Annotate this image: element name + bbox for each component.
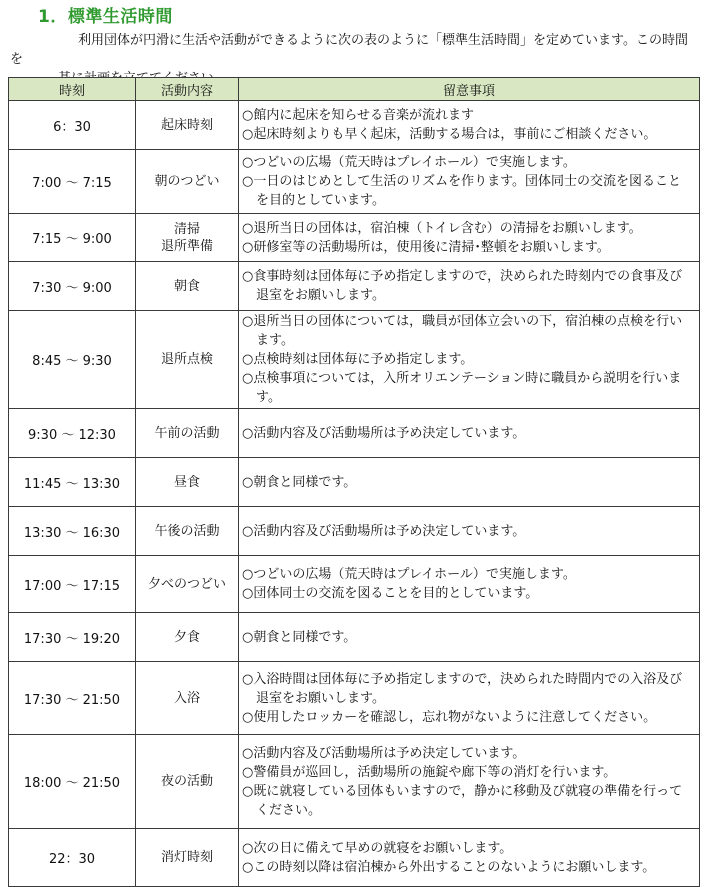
note-item: ○一日のはじめとして生活のリズムを作ります。団体同士の交流を図ることを目的としています。 [242,174,682,208]
row-notes [239,409,700,458]
table-row [9,829,700,887]
table-row [9,735,700,829]
note-item: ○活動内容及び活動場所は予め決定しています。 [242,425,526,441]
activity-line: 午後の活動 [154,523,220,539]
activity-line: 朝のつどい [154,174,220,189]
activity-line: 夕べのつどい [147,576,226,592]
activity-line: 清掃 [173,221,200,237]
row-notes [239,458,700,507]
row-notes [239,262,700,311]
note-item: ○朝食と同様です。 [242,629,357,645]
table-row [9,262,700,311]
row-activity [136,458,239,507]
note-item: ○点検時刻は団体毎に予め指定します。 [242,352,474,367]
note-item: ○使用したロッカーを確認し，忘れ物がないように注意してください。 [242,709,657,725]
note-item: ○つどいの広場（荒天時はプレイホール）で実施します。 [242,155,576,170]
note-item: ○既に就寝している団体もいますので，静かに移動及び就寝の準備を行ってください。 [242,783,683,818]
row-time: 7:15 ～ 9:00 [9,214,136,262]
note-item: ○退所当日の団体については，職員が団体立会いの下，宿泊棟の点検を行います。 [242,314,683,348]
row-time: 9:30 ～ 12:30 [9,409,136,458]
note-item: ○活動内容及び活動場所は予め決定しています。 [242,523,526,539]
row-notes [239,556,700,613]
table-row [9,662,700,735]
table-row [9,101,700,150]
note-item: ○朝食と同様です。 [242,474,357,490]
page-title: 1．標準生活時間 [38,7,173,27]
row-time: 7:00 ～ 7:15 [9,150,136,214]
row-notes [239,829,700,887]
note-item: ○団体同士の交流を図ることを目的としています。 [242,586,539,601]
row-time: 18:00 ～ 21:50 [9,735,136,829]
header-time: 時刻 [9,78,136,101]
row-activity [136,409,239,458]
table-row [9,409,700,458]
row-activity [136,735,239,829]
table-row [9,507,700,556]
row-time: 17:00 ～ 17:15 [9,556,136,613]
row-activity [136,262,239,311]
activity-line: 入浴 [173,690,200,706]
row-activity [136,662,239,735]
row-time: 7:30 ～ 9:00 [9,262,136,311]
row-activity [136,556,239,613]
note-item: ○つどいの広場（荒天時はプレイホール）で実施します。 [242,567,576,582]
note-item: ○食事時刻は団体毎に予め指定しますので，決められた時刻内での食事及び退室をお願いします。 [242,269,683,303]
row-time: 13:30 ～ 16:30 [9,507,136,556]
activity-line: 夕食 [173,629,200,645]
schedule-body [9,101,700,887]
row-activity [136,829,239,887]
activity-line: 退所準備 [160,238,213,254]
table-row [9,556,700,613]
note-item: ○入浴時間は団体毎に予め指定しますので，決められた時間内での入浴及び退室をお願いします。 [242,671,683,706]
table-row [9,458,700,507]
row-notes [239,735,700,829]
row-time: 8:45 ～ 9:30 [9,311,136,409]
header-activity: 活動内容 [136,78,239,101]
row-time: 22：30 [9,829,136,887]
note-item: ○活動内容及び活動場所は予め決定しています。 [242,745,526,761]
row-activity [136,613,239,662]
note-item: ○研修室等の活動場所は，使用後に清掃･整頓をお願いします。 [242,239,610,255]
activity-line: 夜の活動 [160,774,213,789]
intro-line-1: 利用団体が円滑に生活や活動ができるように次の表のように「標準生活時間」を定めています。この時間を [10,33,688,67]
row-activity [136,214,239,262]
row-notes [239,662,700,735]
activity-line: 昼食 [173,474,200,490]
row-time: 6：30 [9,101,136,150]
note-item: ○警備員が巡回し，活動場所の施錠や廊下等の消灯を行います。 [242,764,617,780]
row-notes [239,507,700,556]
note-item: ○起床時刻よりも早く起床，活動する場合は，事前にご相談ください。 [242,127,657,142]
activity-line: 起床時刻 [160,117,213,133]
activity-line: 午前の活動 [154,425,220,441]
activity-line: 消灯時刻 [160,850,213,865]
row-time: 17:30 ～ 21:50 [9,662,136,735]
note-item: ○この時刻以降は宿泊棟から外出することのないようにお願いします。 [242,859,656,875]
row-activity [136,311,239,409]
row-activity [136,101,239,150]
row-time: 17:30 ～ 19:20 [9,613,136,662]
row-time: 11:45 ～ 13:30 [9,458,136,507]
schedule-table [8,77,700,887]
header-notes: 留意事項 [239,78,700,101]
activity-line: 朝食 [173,278,200,294]
activity-line: 退所点検 [160,352,213,367]
table-row [9,311,700,409]
table-row [9,613,700,662]
note-item: ○館内に起床を知らせる音楽が流れます [242,108,474,123]
table-row [9,150,700,214]
row-notes [239,150,700,214]
table-header-row [9,78,700,101]
note-item: ○点検事項については，入所オリエンテーション時に職員から説明を行います。 [242,371,682,405]
row-activity [136,150,239,214]
row-notes [239,613,700,662]
note-item: ○次の日に備えて早めの就寝をお願いします。 [242,840,513,856]
row-notes [239,101,700,150]
row-activity [136,507,239,556]
note-item: ○退所当日の団体は，宿泊棟（トイレ含む）の清掃をお願いします。 [242,220,642,236]
row-notes [239,214,700,262]
row-notes [239,311,700,409]
table-row [9,214,700,262]
